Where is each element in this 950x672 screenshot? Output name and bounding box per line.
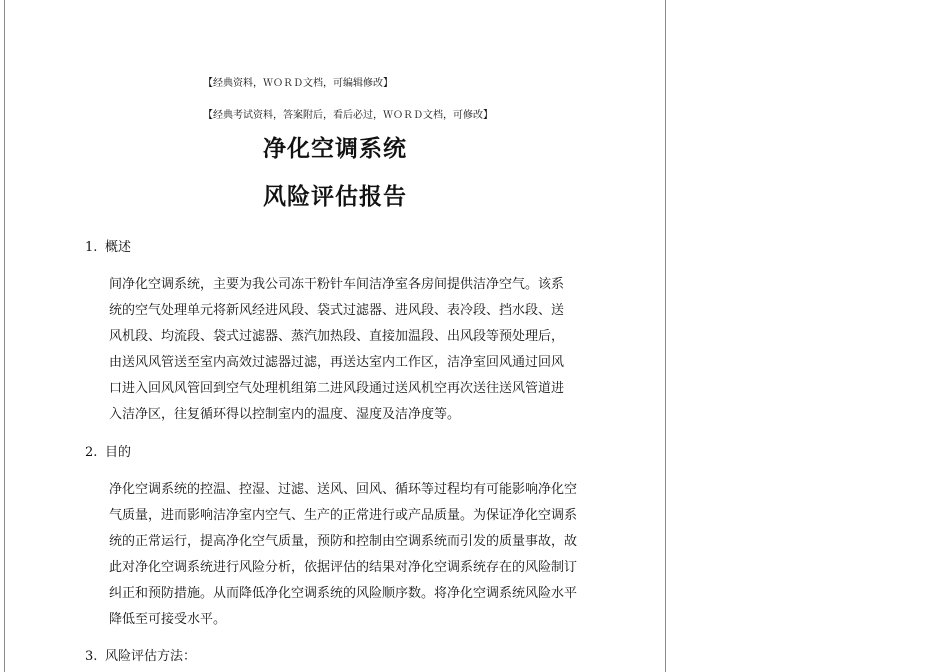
paragraph-line: 净化空调系统的控温、控湿、过滤、送风、回风、循环等过程均有可能影响净化空: [109, 482, 578, 497]
paragraph-line: 由送风风管送至室内高效过滤器过滤，再送达室内工作区，洁净室回风通过回风: [109, 355, 565, 370]
section-paragraph-purpose: [109, 477, 604, 633]
paragraph-line: 口进入回风风管回到空气处理机组第二进风段通过送风机空再次送往送风管道进: [109, 381, 565, 396]
document-title: 净化空调系统: [263, 136, 407, 162]
paragraph-line: 风机段、均流段、袋式过滤器、蒸汽加热段、直接加温段、出风段等预处理后，: [109, 329, 565, 344]
section-heading-overview: [85, 240, 131, 256]
section-title: 风险评估方法：: [105, 649, 197, 664]
paragraph-line: 气质量，进而影响洁净室内空气、生产的正常进行或产品质量。为保证净化空调系: [109, 508, 578, 523]
viewer-background: [667, 0, 950, 672]
section-number: 2.: [85, 445, 98, 460]
section-number: 1.: [85, 240, 98, 255]
section-number: 3.: [85, 649, 98, 664]
section-title: 目的: [105, 445, 132, 460]
paragraph-line: 统的空气处理单元将新风经进风段、袋式过滤器、进风段、表冷段、挡水段、送: [109, 303, 565, 318]
paragraph-line: 降低至可接受水平。: [109, 612, 227, 627]
document-page: [4, 0, 666, 672]
section-paragraph-overview: [109, 272, 604, 428]
section-heading-method: [85, 649, 196, 665]
document-subtitle: 风险评估报告: [263, 184, 407, 210]
paragraph-line: 此对净化空调系统进行风险分析，依据评估的结果对净化空调系统存在的风险制订: [109, 560, 578, 575]
paragraph-line: 间净化空调系统，主要为我公司冻干粉针车间洁净室各房间提供洁净空气。该系: [109, 277, 565, 292]
paragraph-line: 纠正和预防措施。从而降低净化空调系统的风险顺序数。将净化空调系统风险水平: [109, 586, 578, 601]
document-note: 【经典资料，ＷＯＲＤ文档，可编辑修改】: [203, 78, 393, 89]
document-subnote: 【经典考试资料，答案附后，看后必过，ＷＯＲＤ文档，可修改】: [203, 110, 493, 121]
paragraph-line: 入洁净区，往复循环得以控制室内的温度、湿度及洁净度等。: [109, 407, 461, 422]
section-heading-purpose: [85, 445, 131, 461]
paragraph-line: 统的正常运行，提高净化空气质量，预防和控制由空调系统而引发的质量事故，故: [109, 534, 578, 549]
section-title: 概述: [105, 240, 132, 255]
